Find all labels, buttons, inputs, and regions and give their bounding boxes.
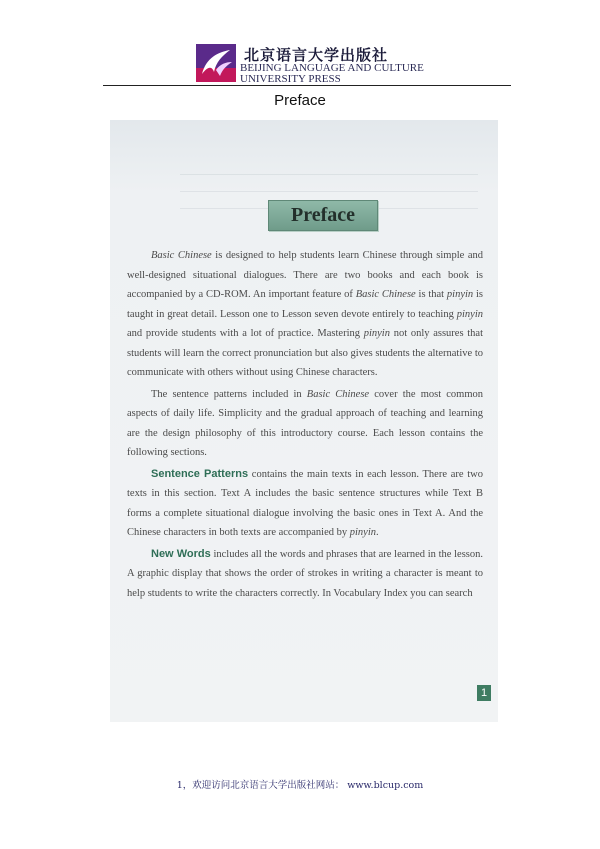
footer-website: 1，欢迎访问北京语言大学出版社网站： www.blcup.com <box>176 780 424 791</box>
paragraph-text: The sentence patterns included in <box>151 388 307 400</box>
paragraph-intro <box>127 246 483 383</box>
preface-title-box <box>268 200 378 231</box>
publisher-name-en-line2: UNIVERSITY PRESS <box>240 73 341 85</box>
paragraph-text: . <box>376 527 379 538</box>
paragraph-text: includes all the words and phrases that are learned in the lesson. A graphic display that shows the order of strokes in writing a character is meant to help students to write the characters correctly. In Vocabulary Index you can search <box>127 548 483 599</box>
paragraph-patterns <box>127 385 483 463</box>
book-title: Basic Chinese <box>355 289 416 300</box>
term-pinyin: pinyin <box>456 308 483 320</box>
term-pinyin: pinyin <box>363 328 390 339</box>
paragraph-sentence-patterns <box>127 465 483 543</box>
paragraph-text: cover the most common aspects of daily life. Simplicity and the gradual approach of teaching and learning are the design philosophy of this introductory course. Each lesson contains the following sections. <box>127 388 484 458</box>
term-pinyin: pinyin <box>349 527 376 538</box>
paragraph-text: is that <box>415 289 447 300</box>
preface-title: Preface <box>290 204 356 226</box>
scanned-page <box>110 120 498 722</box>
paragraph-new-words <box>127 545 483 604</box>
page-number-badge: 1 <box>477 685 491 701</box>
publisher-name-cn: 北京语言大学出版社 <box>244 46 389 64</box>
document-title: Preface <box>274 92 326 109</box>
phoenix-logo-icon <box>196 44 236 82</box>
paragraph-text: not only assures that students will learn the correct pronunciation but also gives students the alternative to communicate with others without using Chinese characters. <box>127 328 484 378</box>
paragraph-text: contains the main texts in each lesson. There are two texts in this section. Text A includes the basic sentence structures while Text B forms a complete situational dialogue involving the basic ones in Text A. And the Chinese characters in both texts are accompanied by <box>127 468 484 538</box>
section-heading-new-words: New Words <box>151 547 211 560</box>
book-title: Basic Chinese <box>151 250 212 261</box>
paragraph-text: is taught in great detail. Lesson one to Lesson seven devote entirely to teaching <box>127 289 483 320</box>
term-pinyin: pinyin <box>446 289 474 300</box>
header-divider <box>103 85 511 86</box>
section-heading-sentence-patterns: Sentence Patterns <box>151 467 249 480</box>
paragraph-text: and provide students with a lot of practice. Mastering <box>127 328 364 339</box>
paragraph-text: is designed to help students learn Chinese through simple and well-designed situational dialogues. There are two books and each book is accompanied by a CD-ROM. An important feature of <box>127 250 484 300</box>
book-title: Basic Chinese <box>306 388 370 400</box>
preface-body <box>127 246 483 605</box>
publisher-name-en-line1: BEIJING LANGUAGE AND CULTURE <box>240 62 424 74</box>
